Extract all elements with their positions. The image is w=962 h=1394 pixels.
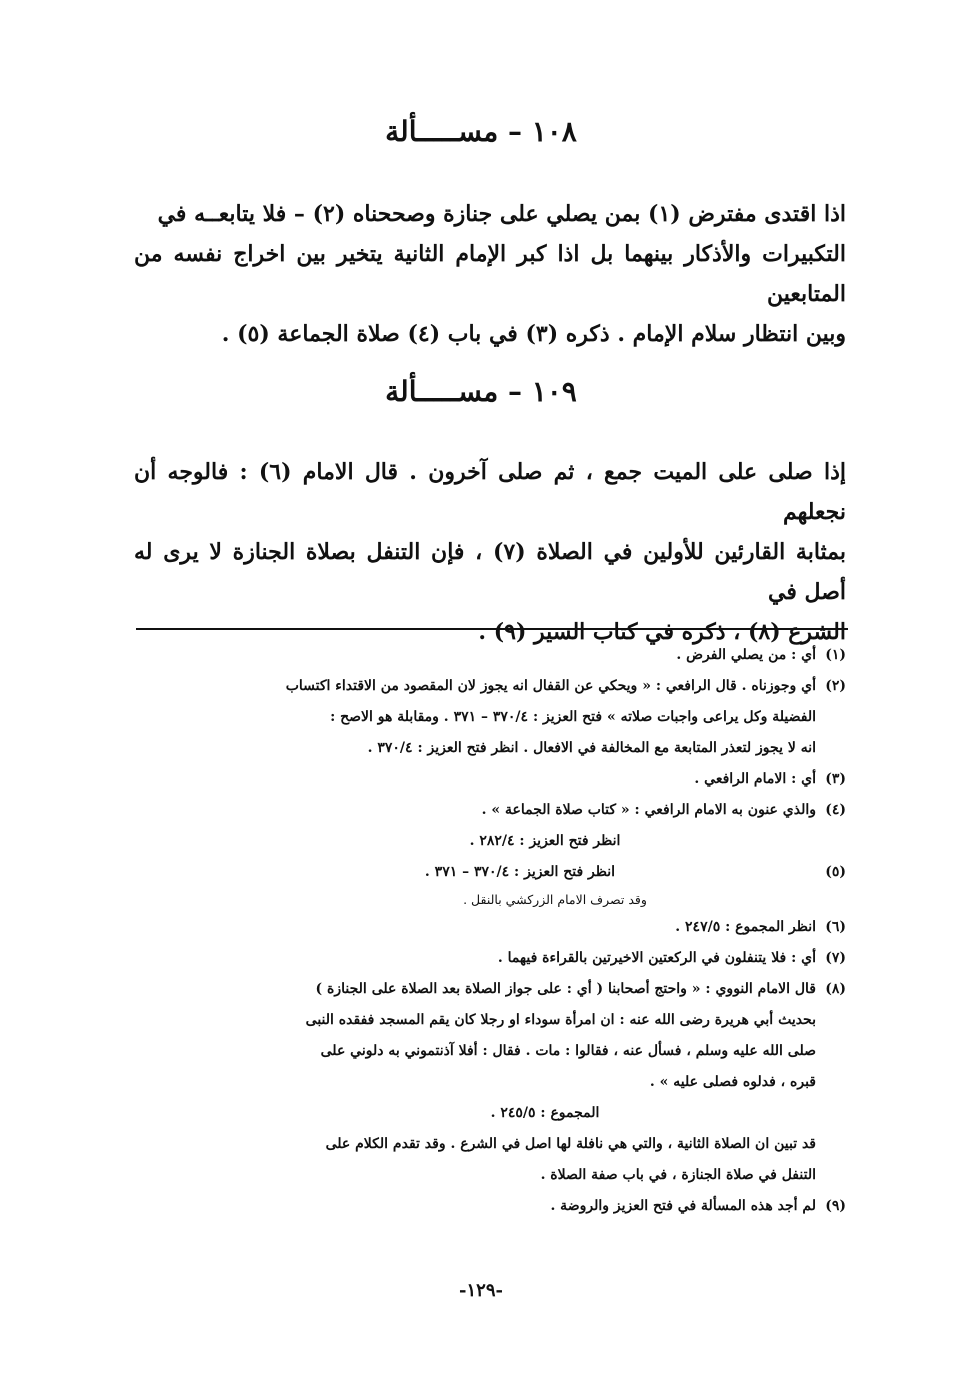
footnote-number: (٤) [825,802,846,818]
issue-108-heading: ١٠٨ – مســـــألة [385,115,577,148]
footnote-number: (٦) [825,919,846,935]
footnote-2 [134,671,846,764]
footnote-number: (٣) [825,771,846,787]
footnote-number: (٢) [825,678,846,694]
footnote-number: (٨) [825,981,846,997]
footnote-8 [134,974,846,1098]
footnote-1 [134,640,846,671]
issue-109-line: بمثابة القارئين للأولين في الصلاة (٧) ، فإن التنفل بصلاة الجنازة لا يرى له أصل في [134,539,847,605]
footnote-line: انه لا يجوز لتعذر المتابعة مع المخالفة في الافعال . انظر فتح العزيز : ٣٧٠/٤ . [367,740,816,756]
footnote-9 [134,1191,846,1222]
footnote-5 [134,857,846,888]
footnote-number: (٧) [825,950,846,966]
footnote-8-comment [134,1129,846,1191]
issue-109-heading: ١٠٩ – مســـــألة [385,375,577,408]
footnotes [134,640,846,1222]
footnote-line: انظر فتح العزيز : ٣٧٠/٤ – ٣٧١ . [424,864,616,880]
footnote-line: أي : من يصلي الفرض . [676,647,816,663]
issue-109-line: الشرع (٨) ، ذكره في كتاب السير (٩) . [478,619,846,645]
footnote-line: انظر المجموع : ٢٤٧/٥ . [675,919,816,935]
footnote-number: (٥) [825,864,846,880]
footnote-line: قال الامام النووي : « واحتج أصحابنا ( أي : على جواز الصلاة بعد الصلاة على الجنازة ) [315,981,816,997]
footnote-6 [134,912,846,943]
footnote-line: أي وجوزناه . قال الرافعي : « ويحكي عن القفال انه يجوز لان المقصود من الاقتداء اكتساب [285,678,816,694]
footnote-line: المجموع : ٢٤٥/٥ . [490,1105,600,1121]
footnote-line: الفضيلة وكل يراعى واجبات صلاته » فتح العزيز : ٣٧٠/٤ – ٣٧١ . ومقابلة هو الاصح : [330,709,816,725]
footnote-line: التنفل في صلاة الجنازة ، في باب صفة الصلاة . [540,1167,816,1183]
footnote-7 [134,943,846,974]
footnote-line: قبره ، فدلوه فصلى عليه » . [649,1074,816,1090]
footnote-line: أي : الامام الرافعي . [694,771,816,787]
footnote-line: أي : فلا يتنفلون في الركعتين الاخيرتين بالقراءة فيهما . [497,950,816,966]
footnote-line: والذي عنون به الامام الرافعي : « كتاب صلاة الجماعة » . [481,802,816,818]
footnote-line: لم أجد هذه المسألة في فتح العزيز والروضة . [550,1198,816,1214]
footnote-5-continuation [134,888,846,912]
issue-108-text [134,194,846,354]
page-number: -١٢٩- [459,1280,503,1301]
issue-108-line: التكبيرات والأذكار بينهما بل اذا كبر الإمام الثانية يتخير بين اخراج نفسه من المتابعين [134,241,846,307]
footnote-line: انظر فتح العزيز : ٢٨٢/٤ . [469,833,621,849]
footnote-divider [136,628,848,630]
footnote-line: قد تبين ان الصلاة الثانية ، والتي هي نافلة لها اصل في الشرع . وقد تقدم الكلام على [325,1136,816,1152]
issue-108-line: اذا اقتدى مفترض (١) بمن يصلي على جنازة وصححناه (٢) – فلا يتابعــه في [157,201,846,227]
footnote-line: بحديث أبي هريرة رضى الله عنه : ان امرأة سوداء او رجلا كان يقم المسجد ففقده النبى [305,1012,816,1028]
footnote-3 [134,764,846,795]
footnote-4-continuation [134,826,846,857]
issue-108-line: وبين انتظار سلام الإمام . ذكره (٣) في باب (٤) صلاة الجماعة (٥) . [221,321,846,347]
footnote-4 [134,795,846,826]
footnote-number: (٩) [825,1198,846,1214]
issue-109-text [134,452,846,652]
footnote-line: صلى الله عليه وسلم ، فسأل عنه ، فقالوا : مات . فقال : أفلا آذنتموني به دلوني على [320,1043,816,1059]
footnote-number: (١) [825,647,846,663]
footnote-line: وقد تصرف الامام الزركشي بالنقل . [463,892,647,907]
footnote-8-source [134,1098,846,1129]
issue-109-line: إذا صلى على الميت جمع ، ثم صلى آخرون . قال الامام (٦) : فالوجه أن نجعلهم [134,459,846,525]
